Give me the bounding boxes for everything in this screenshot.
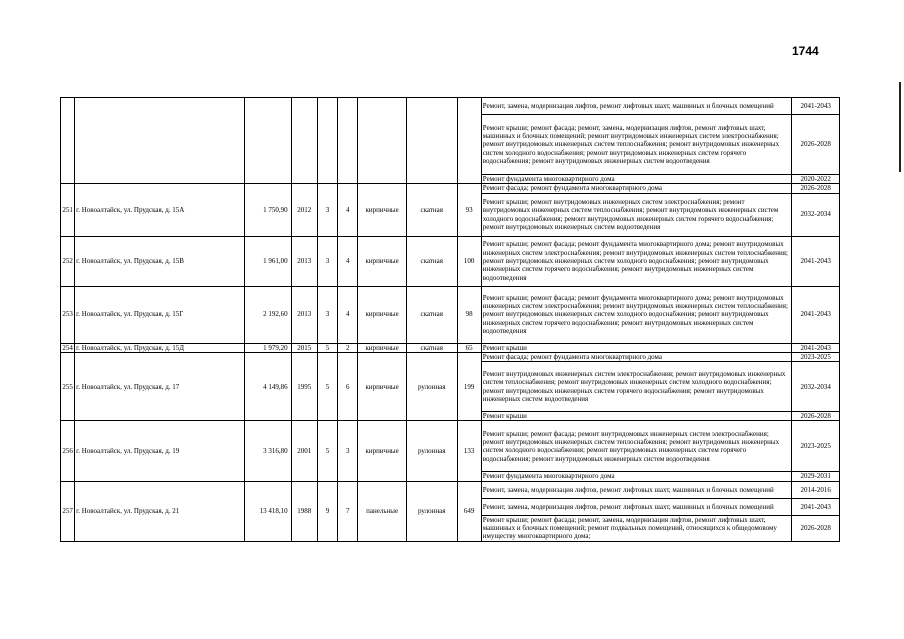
area: 3 316,80 (245, 421, 292, 481)
floors: 3 (317, 236, 337, 286)
address: г. Новоалтайск, ул. Прудская, д. 15В (75, 236, 245, 286)
area: 1 979,20 (245, 343, 292, 352)
entrances: 4 (338, 184, 358, 236)
work-description: Ремонт внутридомовых инженерных систем электроснабжения; ремонт внутридомовых инженерных систем теплоснабжения; ремонт внутридомовых инженерных систем холодного водоснабжения; ремонт внутридомовых инженерных систем горячего водоснабжения; ремонт внутридомовых инженерных систем водоотведения (481, 362, 792, 412)
work-period: 2020-2022 (792, 175, 840, 184)
address: г. Новоалтайск, ул. Прудская, д. 17 (75, 352, 245, 421)
work-period: 2029-2031 (792, 472, 840, 481)
roof-type: скатная (406, 184, 457, 236)
scan-artifact-line (899, 82, 901, 172)
work-description: Ремонт крыши; ремонт фасада; ремонт внутридомовых инженерных систем электроснабжения; ремонт внутридомовых инженерных систем теплоснабжения; ремонт внутридомовых инженерных систем холодного водоснабжения; ремонт внутридомовых инженерных систем горячего водоснабжения; ремонт внутридомовых инженерных систем водоотведения (481, 421, 792, 472)
roof-type: скатная (406, 236, 457, 286)
work-period: 2041-2043 (792, 286, 840, 343)
row-number: 251 (61, 184, 75, 236)
wall-material: кирпичные (358, 352, 407, 421)
year: 2013 (291, 286, 317, 343)
table-row (61, 98, 840, 115)
work-period: 2026-2028 (792, 412, 840, 421)
year: 2013 (291, 236, 317, 286)
work-description: Ремонт крыши; ремонт внутридомовых инженерных систем электроснабжения; ремонт внутридомовых инженерных систем теплоснабжения; ремонт внутридомовых инженерных систем холодного водоснабжения; ремонт внутридомовых инженерных систем горячего водоснабжения; ремонт внутридомовых инженерных систем водоотведения (481, 193, 792, 236)
empty-cell (338, 98, 358, 184)
address: г. Новоалтайск, ул. Прудская, д. 15А (75, 184, 245, 236)
work-period: 2041-2043 (792, 98, 840, 115)
table-row (61, 184, 840, 193)
row-number: 257 (61, 481, 75, 541)
area: 4 149,86 (245, 352, 292, 421)
entrances: 4 (338, 236, 358, 286)
wall-material: кирпичные (358, 343, 407, 352)
roof-type: скатная (406, 343, 457, 352)
work-description: Ремонт крыши; ремонт фасада; ремонт, замена, модернизация лифтов, ремонт лифтовых шахт, машинных и блочных помещений; ремонт подвальных помещений, относящихся к общедомовому имуществу многоквартирного дома; (481, 515, 792, 541)
address: г. Новоалтайск, ул. Прудская, д. 21 (75, 481, 245, 541)
work-period: 2041-2043 (792, 343, 840, 352)
floors: 3 (317, 286, 337, 343)
empty-cell (245, 98, 292, 184)
entrances: 6 (338, 352, 358, 421)
flats-count: 133 (457, 421, 481, 481)
work-description: Ремонт крыши; ремонт фасада; ремонт фундамента многоквартирного дома; ремонт внутридомовых инженерных систем электроснабжения; ремонт внутридомовых инженерных систем теплоснабжения; ремонт внутридомовых инженерных систем холодного водоснабжения; ремонт внутридомовых инженерных систем горячего водоснабжения; ремонт внутридомовых инженерных систем водоотведения (481, 236, 792, 286)
table-row (61, 352, 840, 361)
floors: 9 (317, 481, 337, 541)
wall-material: кирпичные (358, 421, 407, 481)
work-period: 2041-2043 (792, 236, 840, 286)
wall-material: кирпичные (358, 236, 407, 286)
work-description: Ремонт фундамента многоквартирного дома (481, 472, 792, 481)
floors: 5 (317, 343, 337, 352)
empty-cell (75, 98, 245, 184)
row-number: 255 (61, 352, 75, 421)
work-period: 2023-2025 (792, 352, 840, 361)
table-row (61, 286, 840, 343)
empty-cell (457, 98, 481, 184)
work-description: Ремонт, замена, модернизация лифтов, ремонт лифтовых шахт, машинных и блочных помещений (481, 481, 792, 498)
table-row (61, 421, 840, 472)
floors: 3 (317, 184, 337, 236)
work-period: 2026-2028 (792, 115, 840, 175)
work-description: Ремонт фасада; ремонт фундамента многоквартирного дома (481, 352, 792, 361)
work-description: Ремонт крыши; ремонт фасада; ремонт, замена, модернизация лифтов, ремонт лифтовых шахт, машинных и блочных помещений; ремонт внутридомовых инженерных систем электроснабжения; ремонт внутридомовых инженерных систем теплоснабжения; ремонт внутридомовых инженерных систем холодного водоснабжения; ремонт внутридомовых инженерных систем горячего водоснабжения; ремонт внутридомовых инженерных систем водоотведения (481, 115, 792, 175)
area: 1 961,00 (245, 236, 292, 286)
flats-count: 98 (457, 286, 481, 343)
entrances: 3 (338, 421, 358, 481)
page-number: 1744 (792, 44, 819, 58)
year: 1988 (291, 481, 317, 541)
work-description: Ремонт крыши (481, 343, 792, 352)
work-period: 2032-2034 (792, 193, 840, 236)
empty-cell (291, 98, 317, 184)
year: 2001 (291, 421, 317, 481)
entrances: 7 (338, 481, 358, 541)
work-period: 2014-2016 (792, 481, 840, 498)
table-row (61, 343, 840, 352)
empty-cell (406, 98, 457, 184)
work-description: Ремонт, замена, модернизация лифтов, ремонт лифтовых шахт, машинных и блочных помещений (481, 498, 792, 515)
wall-material: кирпичные (358, 184, 407, 236)
area: 13 418,10 (245, 481, 292, 541)
roof-type: скатная (406, 286, 457, 343)
wall-material: кирпичные (358, 286, 407, 343)
empty-cell (358, 98, 407, 184)
empty-cell (61, 98, 75, 184)
row-number: 254 (62, 343, 73, 352)
flats-count: 649 (457, 481, 481, 541)
row-number: 253 (61, 286, 75, 343)
work-description: Ремонт, замена, модернизация лифтов, ремонт лифтовых шахт, машинных и блочных помещений (481, 98, 792, 115)
table-row (61, 236, 840, 286)
work-period: 2032-2034 (792, 362, 840, 412)
year: 1995 (291, 352, 317, 421)
work-description: Ремонт крыши (481, 412, 792, 421)
roof-type: рулонная (406, 481, 457, 541)
row-number: 256 (61, 421, 75, 481)
work-period: 2041-2043 (792, 498, 840, 515)
address: г. Новоалтайск, ул. Прудская, д. 15Д (75, 343, 245, 352)
work-description: Ремонт крыши; ремонт фасада; ремонт фундамента многоквартирного дома; ремонт внутридомовых инженерных систем электроснабжения; ремонт внутридомовых инженерных систем теплоснабжения; ремонт внутридомовых инженерных систем холодного водоснабжения; ремонт внутридомовых инженерных систем горячего водоснабжения; ремонт внутридомовых инженерных систем водоотведения (481, 286, 792, 343)
work-description: Ремонт фасада; ремонт фундамента многоквартирного дома (481, 184, 792, 193)
entrances: 4 (338, 286, 358, 343)
area: 2 192,60 (245, 286, 292, 343)
wall-material: панельные (358, 481, 407, 541)
row-number: 252 (61, 236, 75, 286)
flats-count: 100 (457, 236, 481, 286)
work-period: 2026-2028 (792, 184, 840, 193)
roof-type: рулонная (406, 421, 457, 481)
capital-repair-table (60, 97, 840, 542)
empty-cell (317, 98, 337, 184)
work-period: 2023-2025 (792, 421, 840, 472)
year: 2012 (291, 184, 317, 236)
flats-count: 199 (457, 352, 481, 421)
work-period: 2026-2028 (792, 515, 840, 541)
work-description: Ремонт фундамента многоквартирного дома (481, 175, 792, 184)
area: 1 750,90 (245, 184, 292, 236)
flats-count: 65 (457, 343, 481, 352)
entrances: 2 (338, 343, 358, 352)
table-row (61, 481, 840, 498)
address: г. Новоалтайск, ул. Прудская, д. 19 (75, 421, 245, 481)
year: 2015 (291, 343, 317, 352)
flats-count: 93 (457, 184, 481, 236)
roof-type: рулонная (406, 352, 457, 421)
address: г. Новоалтайск, ул. Прудская, д. 15Г (75, 286, 245, 343)
floors: 5 (317, 352, 337, 421)
floors: 5 (317, 421, 337, 481)
